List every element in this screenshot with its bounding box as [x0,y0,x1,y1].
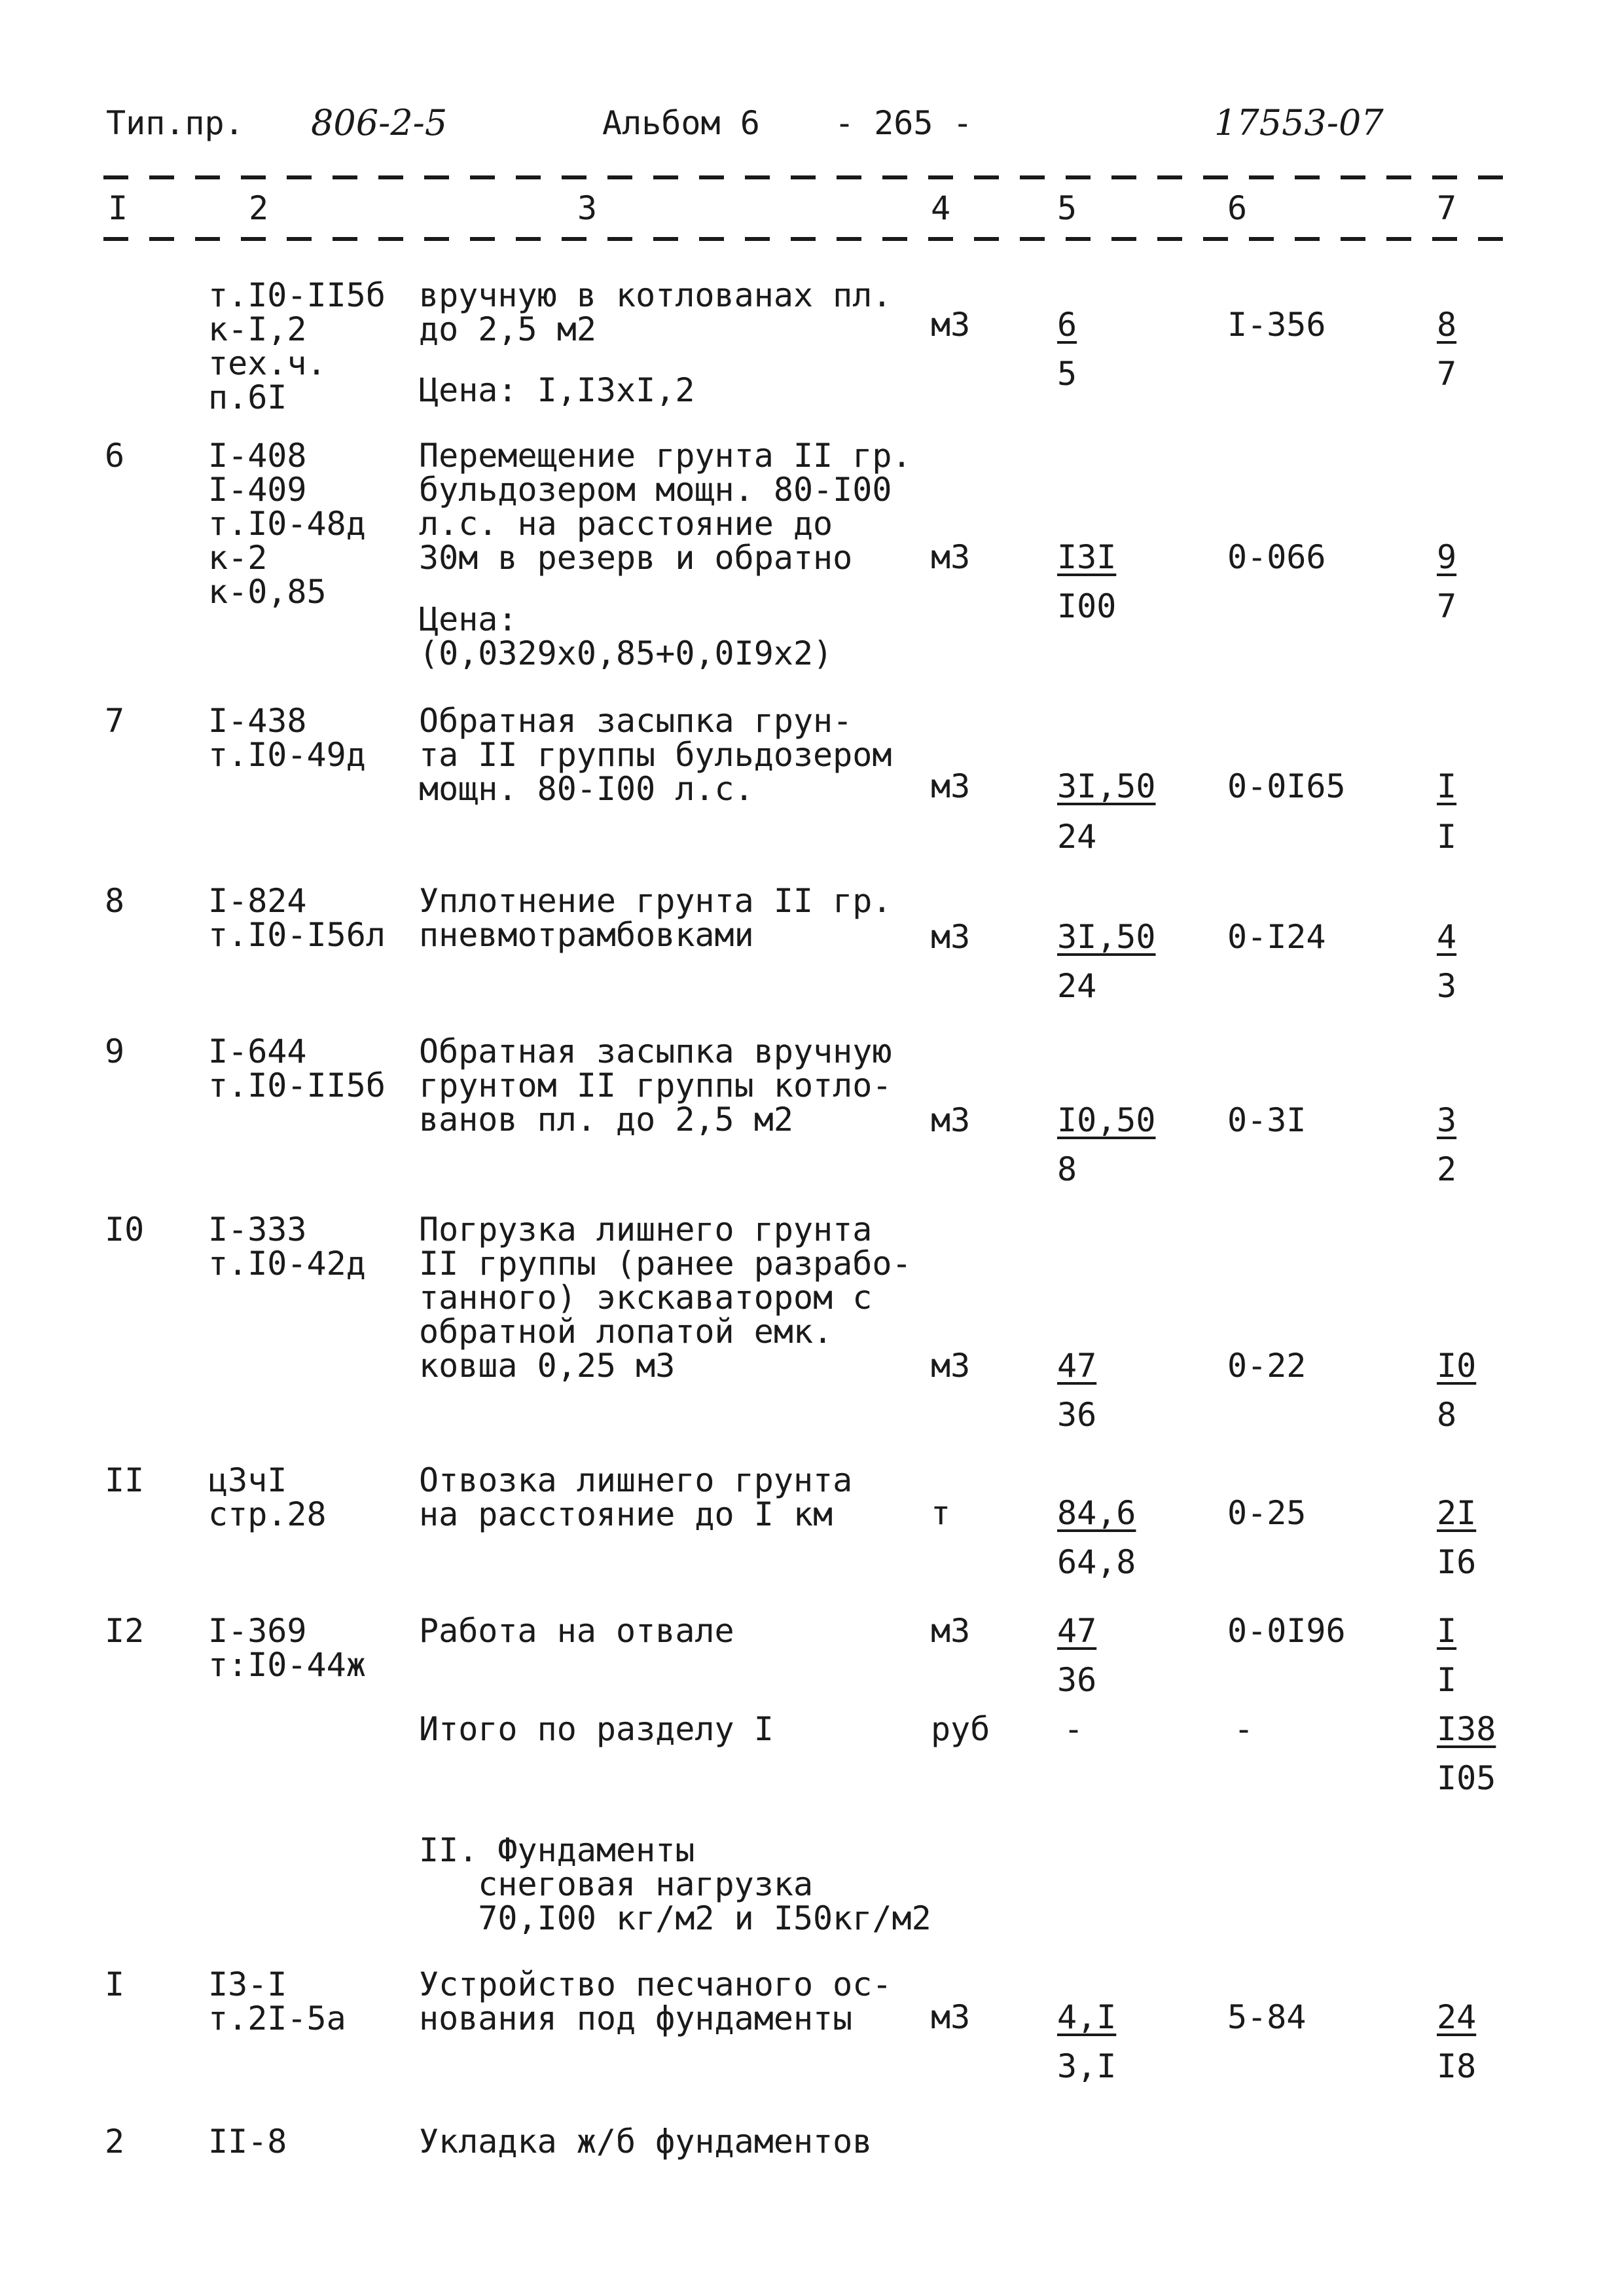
row-unit: м3 [931,767,971,805]
row-quantity: 84,6 [1057,1494,1136,1532]
row-unit: м3 [931,306,971,344]
row-ref: I-408 I-409 т.I0-48д к-2 к-0,85 [208,437,366,611]
row-quantity-secondary: 64,8 [1057,1543,1136,1581]
row-cost-secondary: 2 [1437,1150,1457,1188]
row-quantity-secondary: 24 [1057,967,1097,1005]
col-header-7: 7 [1437,189,1457,227]
row-description: Перемещение грунта II гр. бульдозером мощн. 80-I00 л.с. на расстояние до 30м в резерв и обратно [419,437,912,577]
col-header-1: I [108,189,128,227]
row-quantity-secondary: 5 [1057,355,1077,393]
total-cost-secondary: I05 [1437,1759,1496,1797]
row-rate: 0-3I [1227,1101,1307,1139]
row-cost: 3 [1437,1101,1457,1139]
header-divider-top [103,175,1511,179]
row-cost: 24 [1437,1998,1477,2036]
row-description: Укладка ж/б фундаментов [419,2123,873,2161]
header-divider-bottom [103,237,1511,241]
row-cost: 2I [1437,1494,1477,1532]
row-quantity-secondary: 36 [1057,1661,1097,1699]
total-label: Итого по разделу I [419,1710,774,1748]
row-rate: 0-I24 [1227,918,1326,956]
row-cost-secondary: I8 [1437,2047,1477,2085]
total-unit: руб [931,1710,990,1748]
row-cost: I0 [1437,1347,1477,1385]
col-header-4: 4 [931,189,951,227]
row-ref: I-824 т.I0-I56л [208,882,386,954]
row-unit: м3 [931,1347,971,1385]
row-quantity: 6 [1057,306,1077,344]
row-ref: т.I0-II5б к-I,2 тех.ч. п.6I [208,276,386,416]
row-price-formula: Цена: I,I3xI,2 [419,371,695,409]
row-unit: м3 [931,1101,971,1139]
row-quantity-secondary: 24 [1057,818,1097,856]
row-cost-secondary: I [1437,818,1457,856]
row-quantity: 47 [1057,1612,1097,1650]
row-unit: м3 [931,918,971,956]
row-number: II [105,1461,145,1499]
row-cost: 9 [1437,538,1457,576]
row-ref: I-333 т.I0-42д [208,1211,366,1283]
row-quantity-secondary: 36 [1057,1396,1097,1434]
row-description: Работа на отвале [419,1612,734,1650]
row-rate: 0-25 [1227,1494,1307,1532]
row-ref: II-8 [208,2123,287,2161]
row-cost: I [1437,767,1457,805]
row-cost: 8 [1437,306,1457,344]
row-quantity: 47 [1057,1347,1097,1385]
row-quantity: 4,I [1057,1998,1117,2036]
row-rate: 5-84 [1227,1998,1307,2036]
col-header-5: 5 [1057,189,1077,227]
col-header-6: 6 [1227,189,1248,227]
row-number: 2 [105,2123,125,2161]
page-number: - 265 - [835,104,973,142]
row-ref: I-369 т:I0-44ж [208,1612,366,1684]
row-quantity-secondary: 3,I [1057,2047,1117,2085]
row-quantity-secondary: I00 [1057,587,1117,625]
row-cost: I [1437,1612,1457,1650]
row-quantity: I3I [1057,538,1117,576]
row-cost-secondary: I6 [1437,1543,1477,1581]
row-unit: м3 [931,538,971,576]
col-header-3: 3 [577,189,598,227]
row-number: I2 [105,1612,145,1650]
row-description: Устройство песчаного ос- нования под фундаменты [419,1965,892,2037]
section-heading: II. Фундаменты снеговая нагрузка 70,I00 кг/м2 и I50кг/м2 [419,1831,931,1937]
row-cost-secondary: 7 [1437,587,1457,625]
row-number: 8 [105,882,125,920]
row-number: 9 [105,1032,125,1070]
row-rate: 0-22 [1227,1347,1307,1385]
total-cost: I38 [1437,1710,1496,1748]
row-description: Обратная засыпка вручную грунтом II группы котло- ванов пл. до 2,5 м2 [419,1032,892,1139]
project-number: 806-2-5 [311,102,448,143]
total-quantity: - [1064,1710,1084,1748]
total-rate: - [1234,1710,1254,1748]
row-description: Обратная засыпка грун- та II группы бульдозером мощн. 80-I00 л.с. [419,702,892,808]
row-cost-secondary: 3 [1437,967,1457,1005]
row-cost-secondary: 8 [1437,1396,1457,1434]
row-description: вручную в котлованах пл. до 2,5 м2 [419,276,892,348]
row-quantity: 3I,50 [1057,767,1156,805]
row-number: I [105,1965,125,2003]
row-price-formula: Цена: (0,0329x0,85+0,0I9x2) [419,600,833,672]
row-description: Уплотнение грунта II гр. пневмотрамбовками [419,882,892,954]
row-cost-secondary: I [1437,1661,1457,1699]
row-ref: ц3чI стр.28 [208,1461,327,1533]
row-cost: 4 [1437,918,1457,956]
row-unit: м3 [931,1998,971,2036]
row-rate: 0-066 [1227,538,1326,576]
row-number: 7 [105,702,125,740]
row-number: I0 [105,1211,145,1249]
col-header-2: 2 [249,189,269,227]
row-ref: I-438 т.I0-49д [208,702,366,774]
row-quantity-secondary: 8 [1057,1150,1077,1188]
row-unit: м3 [931,1612,971,1650]
row-ref: I3-I т.2I-5а [208,1965,346,2037]
row-rate: 0-0I65 [1227,767,1346,805]
row-quantity: 3I,50 [1057,918,1156,956]
album-label: Альбом 6 [602,104,760,142]
row-cost-secondary: 7 [1437,355,1457,393]
doc-type-label: Тип.пр. [106,104,244,142]
row-description: Погрузка лишнего грунта II группы (ранее разрабо- танного) экскаватором с обратной лопатой емк. ковша 0,25 м3 [419,1211,912,1385]
row-unit: т [931,1494,951,1532]
document-code: 17553-07 [1214,102,1384,143]
row-ref: I-644 т.I0-II5б [208,1032,386,1104]
row-description: Отвозка лишнего грунта на расстояние до I км [419,1461,853,1533]
row-quantity: I0,50 [1057,1101,1156,1139]
row-rate: I-356 [1227,306,1326,344]
row-rate: 0-0I96 [1227,1612,1346,1650]
row-number: 6 [105,437,125,475]
